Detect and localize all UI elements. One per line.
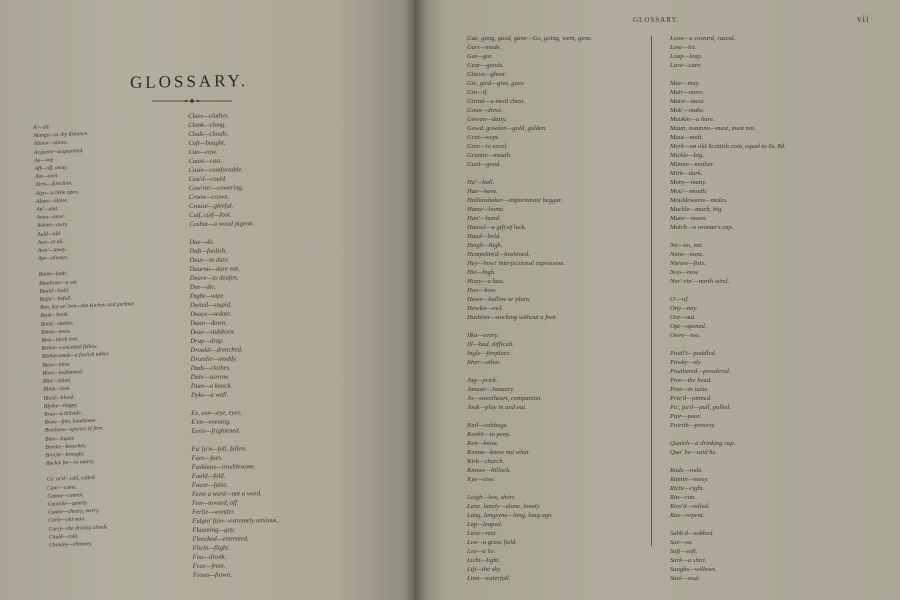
glossary-entry: Birkie—conceited fellow. <box>41 343 98 353</box>
glossary-entry: Carry—the driving clouds. <box>48 523 109 533</box>
glossary-entry: Awa'—away. <box>37 246 67 254</box>
glossary-entry: Chimley—chimney. <box>49 540 93 549</box>
glossary-entry: Han'—hand. <box>467 215 501 222</box>
glossary-entry: Ain—own. <box>34 173 59 181</box>
glossary-entry: Pree—to taste. <box>670 386 709 393</box>
entry-gap <box>670 70 786 79</box>
glossary-entry: Canna—cannot. <box>47 492 84 500</box>
glossary-column-d <box>670 34 786 583</box>
glossary-entry: A'—all. <box>33 124 51 131</box>
glossary-entry: Ken—know. <box>467 440 499 447</box>
glossary-entry: Mony—many. <box>670 179 707 186</box>
glossary-entry: Mutch—a woman's cap. <box>670 224 734 231</box>
glossary-entry: Ashint—awry. <box>36 222 69 230</box>
glossary-entry: Froun—frown. <box>192 571 232 579</box>
glossary-title: GLOSSARY. <box>129 70 249 93</box>
glossary-entry: Maut—malt. <box>670 134 704 141</box>
glossary-entry: Cow'rin'—cowering. <box>188 184 244 192</box>
glossary-entry: Blythe—happy. <box>43 402 78 410</box>
glossary-column-b <box>188 111 279 580</box>
glossary-entry: Gae, gang, gaed, gane—Go, going, went, gone. <box>467 35 593 42</box>
glossary-entry: Dule—sorrow. <box>190 373 230 381</box>
glossary-entry: Pawky—sly. <box>670 359 703 366</box>
glossary-entry: Claes—clothes. <box>188 112 230 120</box>
glossary-entry: Hae—have. <box>467 188 498 195</box>
glossary-entry: Hame—home. <box>467 206 505 213</box>
glossary-entry: Keekit—to peep. <box>467 431 511 438</box>
glossary-entry: Jag—prick. <box>467 377 498 384</box>
glossary-entry: Dyke—a wall. <box>190 391 229 399</box>
glossary-entry: Mune—moon. <box>670 215 708 222</box>
glossary-entry: Jo—sweetheart, companion. <box>467 395 542 402</box>
glossary-entry: Duds—clothes. <box>190 364 231 372</box>
glossary-entry: Nieves—fists. <box>670 260 706 267</box>
entry-gap <box>467 169 592 178</box>
glossary-entry: Faes—foes. <box>191 454 223 462</box>
glossary-entry: Bield—shelter. <box>40 320 74 328</box>
glossary-entry: Loot—let. <box>670 44 697 51</box>
glossary-entry: Blert—bedimmed. <box>42 369 84 377</box>
glossary-entry: Croon—crown. <box>188 193 230 201</box>
glossary-entry: Mak'—make. <box>670 107 705 114</box>
entry-gap <box>670 286 786 295</box>
glossary-entry: Baudrons—a cat. <box>39 279 79 287</box>
glossary-entry: Guid—good. <box>467 161 501 168</box>
entry-gap <box>467 367 592 376</box>
glossary-entry: Hushion—stocking without a foot. <box>467 314 558 321</box>
glossary-entry: Eerie—frightened. <box>191 427 241 435</box>
glossary-entry: Drumlie—muddy. <box>190 355 238 363</box>
glossary-entry: Buckle for—to marry. <box>45 459 95 467</box>
glossary-entry: Heigh—high. <box>467 242 503 249</box>
glossary-entry: Ha'—hall. <box>467 179 495 186</box>
glossary-entry: O'—of. <box>670 296 689 303</box>
glossary-entry: Ava—at all. <box>37 238 65 246</box>
glossary-entry: Ferlie—wonder. <box>192 508 235 516</box>
glossary-entry: Lang, langsyne—long, long ago. <box>467 512 554 519</box>
glossary-entry: Rue—repent. <box>670 512 705 519</box>
glossary-entry: Lane, lanely—alone, lonely. <box>467 503 541 510</box>
glossary-entry: Coost—cast. <box>188 157 223 165</box>
glossary-entry: Loup—leap. <box>670 53 703 60</box>
glossary-entry: Mou'—mouth. <box>670 188 708 195</box>
glossary-entry: Sark—a shirt. <box>670 557 707 564</box>
glossary-entry: Linn—waterfall. <box>467 575 511 582</box>
glossary-entry: Rade—rode. <box>670 467 703 474</box>
glossary-entry: Brae—a hillside. <box>44 410 83 418</box>
glossary-entry: Feint a word—not a word. <box>191 490 262 498</box>
glossary-entry: Goun—dress. <box>467 107 503 114</box>
glossary-entry: Cantie—cheery, merry. <box>47 507 100 516</box>
glossary-entry: Ither—other. <box>467 359 501 366</box>
glossary-entry: Drap—drop. <box>190 337 225 345</box>
glossary-entry: Mirk—dark. <box>670 170 703 177</box>
glossary-entry: Paidl't—paddled. <box>670 350 717 357</box>
glossary-entry: Alane—alone. <box>35 197 68 205</box>
glossary-entry: Gat—got. <box>467 53 493 60</box>
glossary-entry: Lee—a lie. <box>467 548 496 555</box>
glossary-entry: Oot—out. <box>670 314 696 321</box>
glossary-entry: Ingle—fireplace. <box>467 350 512 357</box>
glossary-entry: Breeks—breeches. <box>45 442 87 451</box>
glossary-entry: Crouse—gleeful. <box>188 202 234 210</box>
glossary-entry: Mae—may. <box>670 80 700 87</box>
glossary-entry: Pu', pu'd—pull, pulled. <box>670 404 731 411</box>
glossary-entry: Gear—goods. <box>467 62 504 69</box>
glossary-entry: Nor'-rin'—north wind. <box>670 278 730 285</box>
glossary-entry: Dour—stubborn. <box>190 328 236 336</box>
glossary-entry: Na—no, not. <box>670 242 704 249</box>
entry-gap <box>670 520 786 529</box>
glossary-entry: Birk—birch tree. <box>41 336 79 344</box>
glossary-entry: Braw—fine, handsome. <box>44 417 97 426</box>
glossary-entry: Auld—old. <box>37 230 62 238</box>
glossary-entry: Ilka—every. <box>467 332 499 339</box>
glossary-entry: Nane—none. <box>670 251 705 258</box>
glossary-entry: Noo—now. <box>670 269 700 276</box>
glossary-entry: Maukin—a hare. <box>670 116 715 123</box>
glossary-column-a <box>33 120 144 549</box>
glossary-entry: Daurna—dare not. <box>189 265 240 273</box>
glossary-entry: Saft—soft. <box>670 548 698 555</box>
entry-gap <box>670 232 786 241</box>
title-ornament <box>152 98 232 104</box>
glossary-entry: Gowan—daisy. <box>467 116 508 123</box>
glossary-entry: Fa' fa'n—fall, fallen. <box>191 445 247 453</box>
glossary-entry: Dight—wipe. <box>189 292 225 300</box>
glossary-entry: Owre—too. <box>670 332 701 339</box>
glossary-entry: Mouldewarts—moles. <box>670 197 728 204</box>
entry-gap <box>467 412 592 421</box>
glossary-entry: Breckens—species of fern. <box>44 425 104 435</box>
glossary-entry: Clank—clang. <box>188 121 227 129</box>
glossary-entry: Rantin—noisy. <box>670 476 709 483</box>
glossary-entry: Hoo—how. <box>467 287 497 294</box>
glossary-entry: Daur—to dare. <box>189 256 230 264</box>
glossary-entry: Aiyo—a little open. <box>35 188 80 197</box>
glossary-entry: Bauld—bold. <box>39 287 70 295</box>
glossary-entry: Cluds—clouds. <box>188 130 229 138</box>
glossary-entry: Maun, maunna—must, must not. <box>670 125 756 132</box>
glossary-entry: Beuk—book. <box>40 312 69 320</box>
glossary-entry: Lave—rest. <box>467 530 497 537</box>
glossary-entry: Acquent—acquainted. <box>33 147 84 156</box>
glossary-entry: Loon—a coward, rascal. <box>670 35 736 42</box>
entry-gap <box>670 340 786 349</box>
glossary-entry: Ee, een—eye, eyes. <box>191 409 242 417</box>
glossary-entry: Bluid—blood. <box>43 394 75 402</box>
glossary-entry: Aye—always. <box>38 255 69 263</box>
entry-gap <box>670 430 786 439</box>
glossary-entry: Coo—cow. <box>188 148 218 156</box>
glossary-entry: Ill—bad, difficult. <box>467 341 515 348</box>
glossary-entry: Fause—false. <box>191 481 229 489</box>
glossary-entry: Howe—hollow or plain. <box>467 296 531 303</box>
glossary-entry: Bletherumsk—a foolish talker. <box>41 351 110 361</box>
glossary-entry: Hizzy—a lass. <box>467 278 505 285</box>
glossary-entry: Kye—cow. <box>467 476 495 483</box>
glossary-entry: Douce—sedate. <box>190 310 232 318</box>
glossary-entry: Merk—an old Scottish coin, equal to 6s. 8d. <box>670 143 786 150</box>
glossary-entry: Cam'—came. <box>46 484 78 492</box>
glossary-entry: Rin—run. <box>670 494 696 501</box>
glossary-entry: Haud—hold. <box>467 233 501 240</box>
glossary-entry: Frae—from. <box>192 562 226 570</box>
glossary-entry: Fidgin' fain—extremely anxious. <box>192 517 279 525</box>
glossary-entry: Luve—care. <box>670 62 702 69</box>
glossary-entry: Blaw—blow. <box>42 361 71 369</box>
glossary-entry: Cushat—a wood pigeon. <box>189 220 255 228</box>
glossary-entry: Row'd—rolled. <box>670 503 710 510</box>
glossary-entry: Ony—any. <box>670 305 698 312</box>
glossary-entry: Quaich—a drinking cup. <box>670 440 736 447</box>
glossary-entry: Baith—both. <box>38 271 68 279</box>
glossary-entry: Dee—die. <box>189 283 217 291</box>
glossary-entry: Kenna—know not what. <box>467 449 531 456</box>
glossary-entry: Pow—the head. <box>670 377 712 384</box>
glossary-entry: Biken—nests. <box>40 328 72 336</box>
glossary-entry: Minnie—mother. <box>670 161 715 168</box>
glossary-entry: Fou—drunk. <box>192 553 227 561</box>
glossary-entry: Dunt—a knock. <box>190 382 232 390</box>
glossary-entry: Blin'—blind. <box>42 377 72 385</box>
glossary-entry: Cosie—comfortable. <box>188 166 244 174</box>
glossary-entry: Brocht—brought. <box>45 451 85 459</box>
column-divider <box>651 36 652 546</box>
glossary-entry: Deave—to deafen. <box>189 274 239 282</box>
glossary-entry: Aff—off, away. <box>34 164 68 172</box>
glossary-entry: Drookit—drenched. <box>190 346 243 354</box>
glossary-entry: Sae—so. <box>670 539 693 546</box>
glossary-entry: Hempshin'd—hoshined. <box>467 251 530 258</box>
glossary-entry: Mair—more. <box>670 89 705 96</box>
book-gutter <box>404 0 426 600</box>
glossary-entry: Mickle—big. <box>670 152 704 159</box>
glossary-entry: Opt—opened. <box>670 323 707 330</box>
glossary-entry: Hey—how! interjectional expression. <box>467 260 566 267</box>
glossary-entry: Kirk—church. <box>467 458 505 465</box>
glossary-entry: Prie'd—pinned. <box>670 395 712 402</box>
glossary-entry: Gie, gied—give, gave. <box>467 80 526 87</box>
glossary-entry: E'en—evening. <box>191 418 231 426</box>
glossary-entry: Ghaist—ghost. <box>467 71 507 78</box>
running-header: GLOSSARY. <box>633 16 680 24</box>
glossary-entry: Bejin'—befall. <box>39 295 72 303</box>
glossary-entry: Flicht—flight. <box>192 544 230 552</box>
glossary-entry: Cauld—cold. <box>48 533 79 541</box>
glossary-entry: Blink—look. <box>43 386 72 394</box>
glossary-entry: Ca' or'd—call, called. <box>46 475 97 484</box>
glossary-entry: Januar—January. <box>467 386 515 393</box>
glossary-entry: Maist—most. <box>670 98 705 105</box>
glossary-entry: Gart—made. <box>467 44 502 51</box>
glossary-entry: Aboon—above. <box>33 140 69 148</box>
glossary-entry: Sabb'd—sobbed. <box>670 530 715 537</box>
glossary-entry: Girnal—a meal chest. <box>467 98 526 105</box>
glossary-entry: Fleeched—entreated. <box>192 535 249 543</box>
glossary-entry: Jouk—play in and out. <box>467 404 527 411</box>
glossary-entry: An'—and. <box>36 206 59 213</box>
glossary-entry: Hansel—a gift of luck. <box>467 224 527 231</box>
glossary-entry: Fauld—fold. <box>191 472 226 480</box>
glossary-entry: Fen—toward, off. <box>192 499 239 507</box>
glossary-entry: Muckle—much, big. <box>670 206 723 213</box>
glossary-entry: Cuif, cuif—fool. <box>189 211 232 219</box>
glossary-entry: Howlet—owl. <box>467 305 504 312</box>
glossary-entry: Bree—liquor. <box>44 435 75 443</box>
glossary-entry: Grat—wept. <box>467 134 500 141</box>
glossary-entry: Dae—do. <box>189 238 215 246</box>
glossary-entry: Gin—if. <box>467 89 489 96</box>
glossary-entry: Hie—high. <box>467 269 496 276</box>
glossary-entry: Saughs—willows. <box>670 566 717 573</box>
glossary-entry: Gruntie—mouth. <box>467 152 512 159</box>
glossary-entry: Ben, but an' ben—the kitchen and parlour. <box>39 301 135 312</box>
glossary-entry: Laigh—low, short. <box>467 494 516 501</box>
glossary-entry: Licht—light. <box>467 557 501 564</box>
glossary-entry: Coft—bought. <box>188 139 226 147</box>
glossary-entry: Carle—old man. <box>48 516 86 525</box>
glossary-entry: Doited—stupid. <box>189 301 232 309</box>
glossary-entry: Fashious—troublesome. <box>191 463 256 471</box>
glossary-entry: Puir—poor. <box>670 413 701 420</box>
glossary-entry: Gree—to excel. <box>467 143 508 150</box>
glossary-entry: Lap—leaped. <box>467 521 503 528</box>
glossary-entry: Airts—direction. <box>35 180 73 189</box>
glossary-column-c <box>467 34 592 583</box>
left-page <box>0 0 414 600</box>
glossary-entry: Ae—one. <box>34 157 55 164</box>
entry-gap <box>670 457 786 466</box>
page-number: vii <box>857 14 870 24</box>
glossary-entry: Lift—the sky. <box>467 566 502 573</box>
entry-gap <box>467 322 592 331</box>
glossary-entry: Cou'd—could. <box>188 175 227 183</box>
glossary-entry: Gowd, gowden—gold, golden. <box>467 125 548 132</box>
glossary-entry: Alangs—at shy distance. <box>33 131 89 140</box>
glossary-entry: Doun—down. <box>190 319 227 327</box>
glossary-entry: Knowe—hillock. <box>467 467 511 474</box>
glossary-entry: Saul—soul. <box>670 575 701 582</box>
glossary-entry: Puirith—poverty. <box>670 422 716 429</box>
glossary-entry: Aneu—once. <box>36 214 66 222</box>
glossary-entry: Richt—right. <box>670 485 705 492</box>
glossary-entry: Lea—a grass field. <box>467 539 518 546</box>
glossary-entry: Kail—cabbage. <box>467 422 509 429</box>
glossary-entry: Flaunting—gay. <box>192 526 236 534</box>
glossary-entry: Hallanshaker—importunate beggar. <box>467 197 563 204</box>
glossary-entry: Pouthered—powdered. <box>670 368 731 375</box>
glossary-entry: Cannilie—quietly. <box>47 500 89 508</box>
entry-gap <box>467 484 592 493</box>
glossary-entry: Daft—foolish. <box>189 247 227 255</box>
glossary-entry: Quo' he—said he. <box>670 449 718 456</box>
